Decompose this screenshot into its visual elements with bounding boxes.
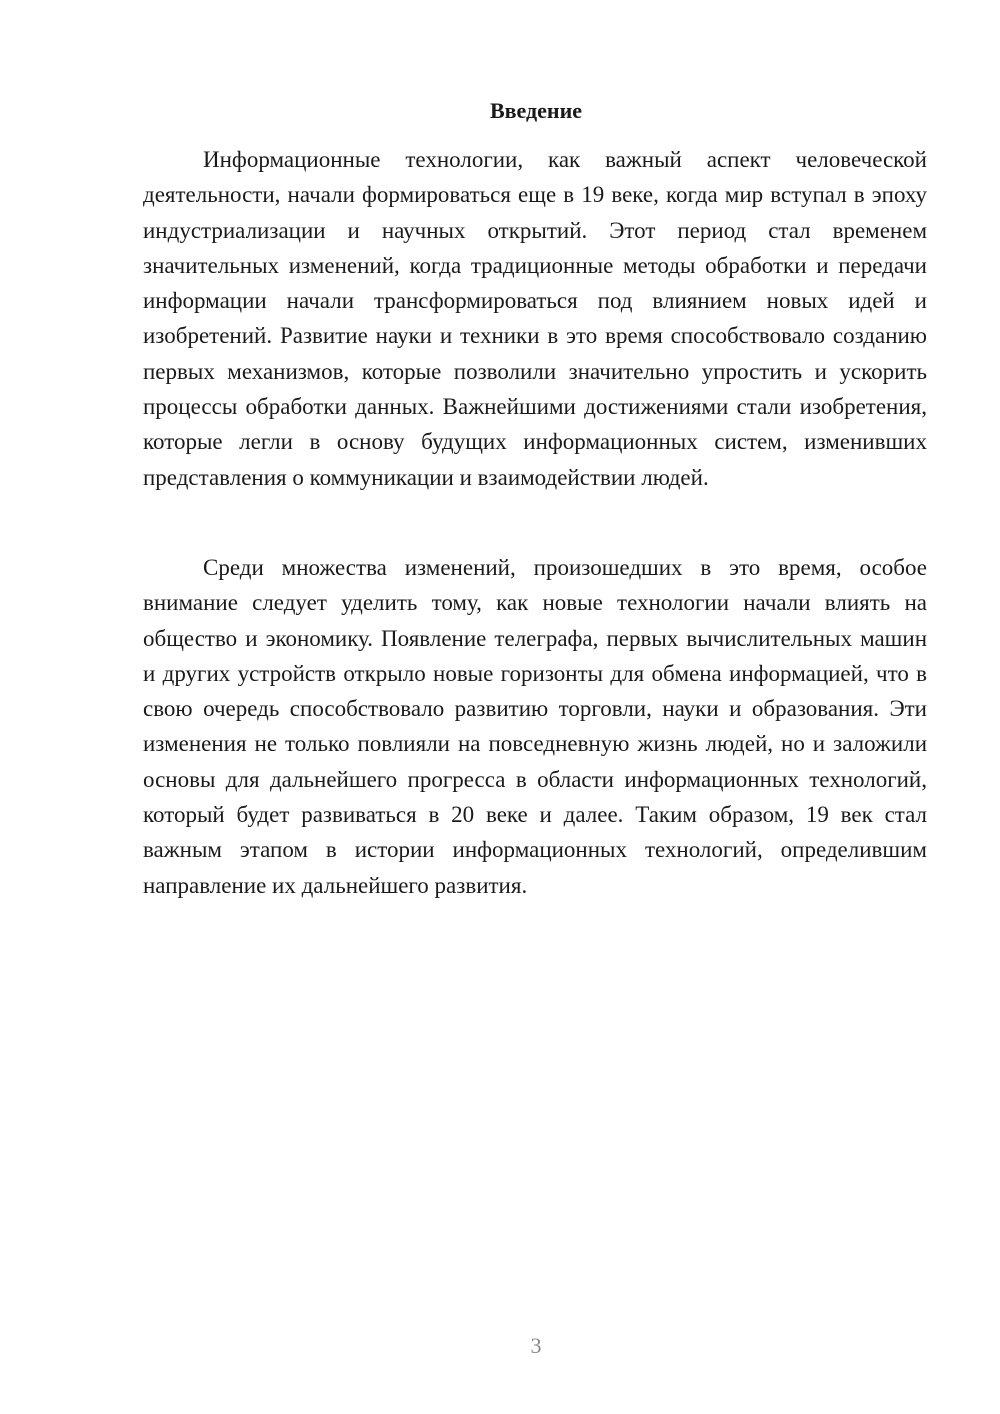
page-number: 3 (530, 1333, 542, 1358)
paragraph: Среди множества изменений, произошедших в это время, особое внимание следует уделить тому, как новые технологии начали влиять на общество и экономику. Появление телеграфа, первых вычислительных машин и других устройств открыло новые горизонты для обмена информацией, что в свою очередь способствовало развитию торговли, науки и образования. Эти изменения не только повлияли на повседневную жизнь людей, но и заложили основы для дальнейшего прогресса в области информационных технологий, который будет развиваться в 20 веке и далее. Таким образом, 19 век стал важным этапом в истории информационных технологий, определившим направление их дальнейшего развития. (143, 555, 927, 898)
page-title: Введение (489, 98, 583, 123)
paragraph: Информационные технологии, как важный аспект человеческой деятельности, начали формироваться еще в 19 веке, когда мир вступал в эпоху индустриализации и научных открытий. Этот период стал временем значительных изменений, когда традиционные методы обработки и передачи информации начали трансформироваться под влиянием новых идей и изобретений. Развитие науки и техники в это время способствовало созданию первых механизмов, которые позволили значительно упростить и ускорить процессы обработки данных. Важнейшими достижениями стали изобретения, которые легли в основу будущих информационных систем, изменивших представления о коммуникации и взаимодействии людей. (143, 147, 927, 490)
